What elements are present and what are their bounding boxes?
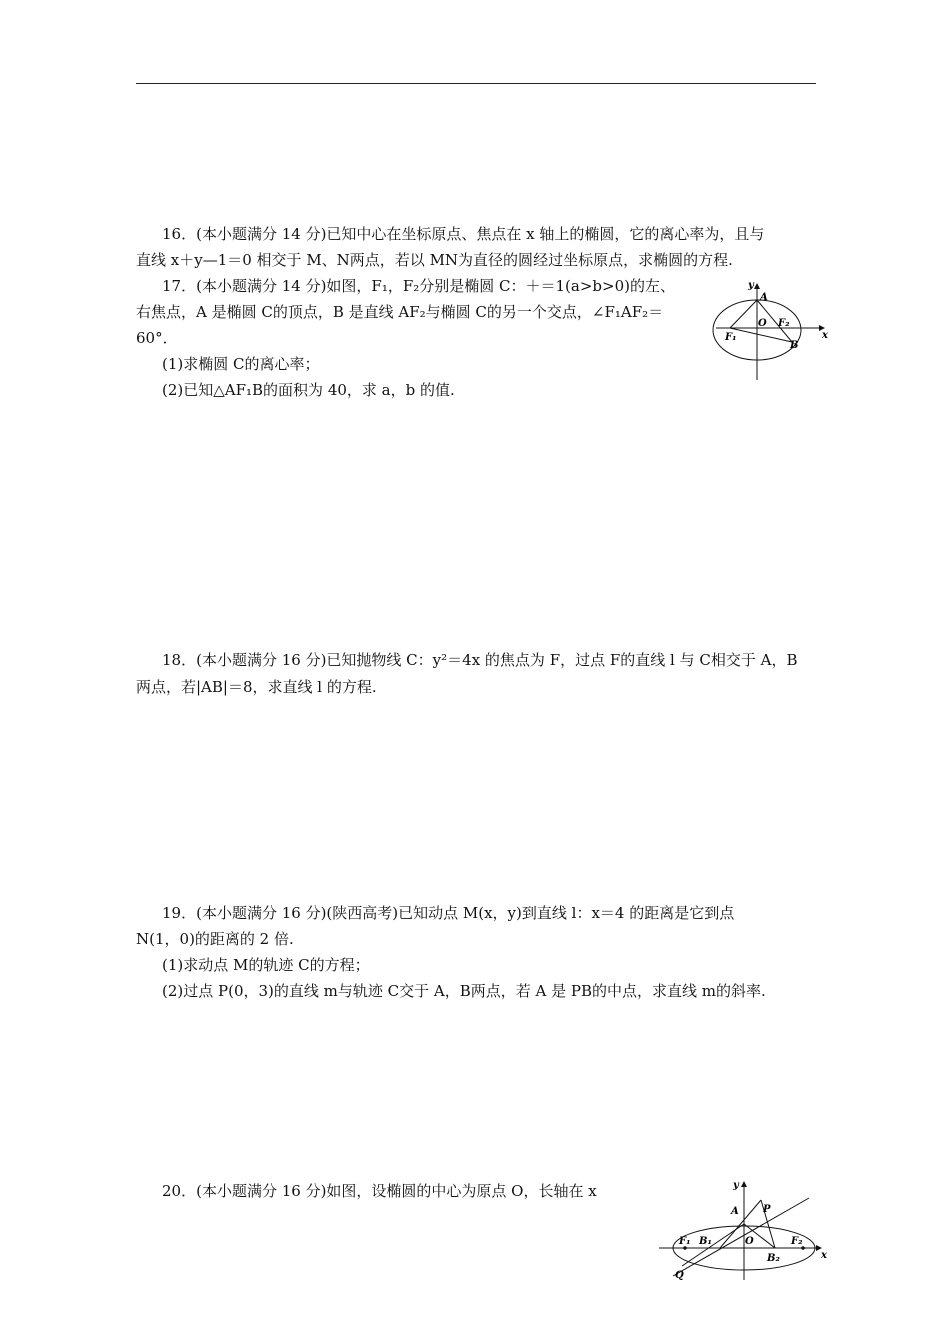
ellipse-figure-1 — [700, 278, 840, 388]
problem-20-line-1: 20．(本小题满分 16 分)如图，设椭圆的中心为原点 O，长轴在 x — [162, 1182, 597, 1200]
fig2-label-p: P — [763, 1204, 771, 1215]
problem-17-part-2: (2)已知△AF₁B的面积为 40，求 a，b 的值. — [162, 381, 455, 399]
problem-17-line-1: 17．(本小题满分 14 分)如图，F₁，F₂分别是椭圆 C：＋＝1(a>b>0)的左、 — [162, 277, 675, 295]
problem-19-line-1: 19．(本小题满分 16 分)(陕西高考)已知动点 M(x，y)到直线 l：x＝4 的距离是它到点 — [162, 904, 735, 922]
fig1-label-f2: F₂ — [778, 318, 790, 329]
fig1-label-y: y — [748, 280, 754, 291]
fig2-label-b1: B₁ — [699, 1236, 712, 1247]
problem-16-line-2: 直线 x＋y—1＝0 相交于 M、N两点，若以 MN为直径的圆经过坐标原点，求椭圆的方程. — [136, 251, 733, 269]
problem-18-line-1: 18．(本小题满分 16 分)已知抛物线 C：y²＝4x 的焦点为 F，过点 F的直线 l 与 C相交于 A，B — [162, 651, 798, 669]
fig2-label-y: y — [733, 1180, 739, 1191]
ellipse-figure-2 — [655, 1178, 835, 1282]
problem-19-part-2: (2)过点 P(0，3)的直线 m与轨迹 C交于 A，B两点，若 A 是 PB的中点，求直线 m的斜率. — [162, 982, 766, 1000]
header-rule — [136, 83, 816, 84]
problem-17-part-1: (1)求椭圆 C的离心率； — [162, 355, 320, 373]
problem-17-line-2: 右焦点，A 是椭圆 C的顶点，B 是直线 AF₂与椭圆 C的另一个交点，∠F₁AF₂＝ — [136, 303, 664, 321]
fig1-label-o: O — [758, 318, 767, 329]
fig2-label-a: A — [731, 1206, 739, 1217]
problem-17-line-3: 60°． — [136, 329, 178, 347]
fig2-label-x: x — [821, 1250, 827, 1261]
fig1-label-x: x — [822, 330, 828, 341]
fig2-label-o: O — [745, 1236, 754, 1247]
fig1-label-b: B — [790, 340, 799, 351]
problem-16-line-1: 16．(本小题满分 14 分)已知中心在坐标原点、焦点在 x 轴上的椭圆，它的离心率为，且与 — [162, 225, 765, 243]
problem-19-line-2: N(1，0)的距离的 2 倍. — [136, 930, 294, 948]
fig1-label-f1: F₁ — [725, 332, 737, 343]
problem-19-part-1: (1)求动点 M的轨迹 C的方程； — [162, 956, 370, 974]
fig2-label-b2: B₂ — [767, 1253, 780, 1264]
fig1-label-a: A — [760, 292, 768, 303]
fig2-label-f1: F₁ — [679, 1236, 691, 1247]
problem-18-line-2: 两点，若|AB|＝8，求直线 l 的方程. — [136, 678, 377, 696]
fig2-label-f2: F₂ — [791, 1236, 803, 1247]
fig2-label-q: Q — [675, 1270, 684, 1281]
